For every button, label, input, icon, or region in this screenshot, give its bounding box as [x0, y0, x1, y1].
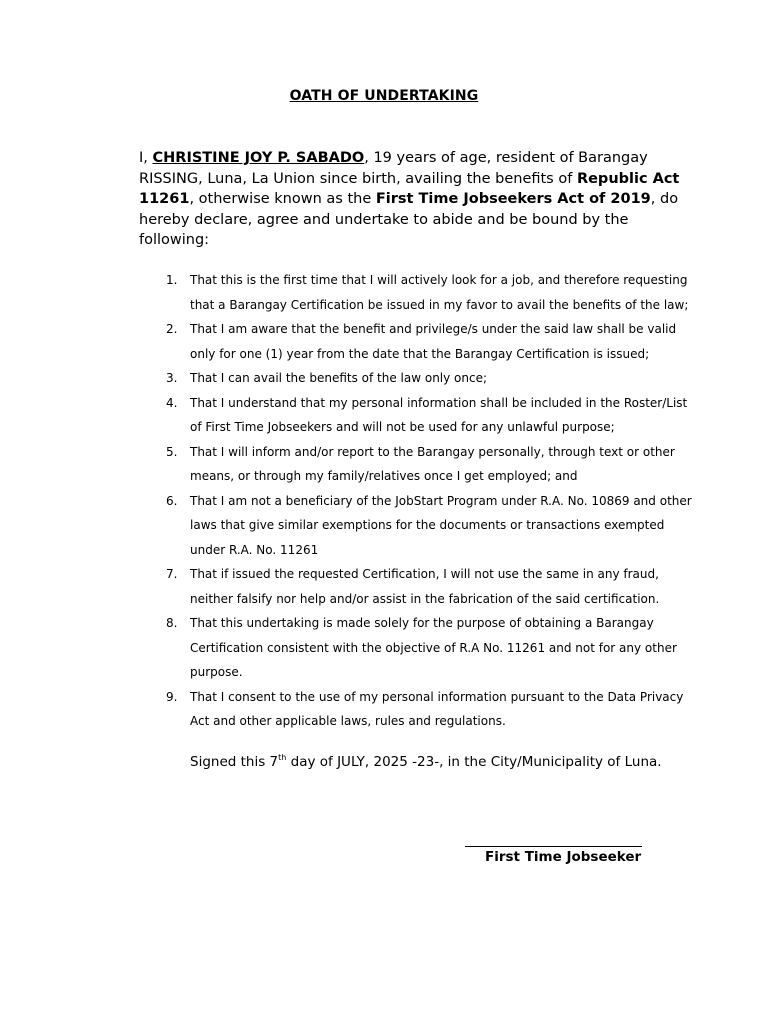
list-item-text: That I understand that my personal information shall be included in the Roster/List of First Time Jobseekers and will not be used for any unlawful purpose;: [190, 395, 688, 434]
list-item: [160, 562, 700, 611]
list-item-number: 3.: [166, 371, 178, 385]
intro-part2: , otherwise known as the: [189, 191, 376, 207]
undertaking-list: [160, 268, 700, 734]
list-item: [160, 391, 700, 440]
signature-label: First Time Jobseeker: [485, 849, 642, 865]
list-item-number: 8.: [166, 616, 178, 630]
list-item-text: That this undertaking is made solely for the purpose of obtaining a Barangay Certification consistent with the objective of R.A No. 11261 and not for any other purpose.: [190, 616, 677, 679]
intro-prefix: I,: [139, 150, 153, 166]
list-item: [160, 317, 700, 366]
list-item-text: That I can avail the benefits of the law only once;: [190, 371, 488, 385]
list-item: [160, 268, 700, 317]
signed-day-suffix: th: [278, 753, 287, 762]
intro-paragraph: [139, 148, 699, 251]
list-item: [160, 685, 700, 734]
republic-act: Republic Act 11261: [139, 170, 680, 207]
list-item-number: 4.: [166, 395, 178, 410]
list-item-number: 7.: [166, 567, 178, 581]
document-title: OATH OF UNDERTAKING: [289, 88, 479, 104]
signed-rest: day of JULY, 2025 -23-, in the City/Municipality of Luna.: [286, 754, 662, 770]
signed-statement: [190, 753, 662, 770]
list-item-number: 5.: [166, 444, 178, 459]
list-item-text: That if issued the requested Certification, I will not use the same in any fraud, neither falsify nor help and/or assist in the fabrication of the said certification.: [190, 567, 660, 606]
list-item-number: 2.: [166, 322, 178, 336]
intro-part1: , 19 years of age, resident of Barangay RISSING, Luna, La Union since birth, availing the benefits of: [139, 150, 648, 187]
list-item: [160, 440, 700, 489]
list-item: [160, 366, 700, 391]
list-item-number: 6.: [166, 493, 178, 508]
list-item-text: That I am not a beneficiary of the JobStart Program under R.A. No. 10869 and other laws that give similar exemptions for the documents or transactions exempted under R.A. No. 11261: [190, 493, 692, 557]
list-item: [160, 489, 700, 563]
list-item-number: 9.: [166, 689, 178, 704]
list-item-number: 1.: [166, 273, 178, 287]
list-item-text: That I will inform and/or report to the Barangay personally, through text or other means, or through my family/relatives once I get employed; and: [190, 444, 675, 483]
intro-part3: , do hereby declare, agree and undertake to abide and be bound by the following:: [139, 191, 679, 248]
act-name: First Time Jobseekers Act of 2019: [375, 191, 651, 207]
list-item-text: That I consent to the use of my personal information pursuant to the Data Privacy Act and other applicable laws, rules and regulations.: [190, 689, 684, 728]
list-item: [160, 611, 700, 685]
signature-line: [465, 846, 642, 847]
jobseeker-name: CHRISTINE JOY P. SABADO: [152, 150, 365, 166]
list-item-text: That this is the first time that I will actively look for a job, and therefore requesting that a Barangay Certification be issued in my favor to avail the benefits of the law;: [190, 273, 689, 312]
signed-prefix: Signed this 7: [190, 754, 279, 770]
list-item-text: That I am aware that the benefit and privilege/s under the said law shall be valid only for one (1) year from the date that the Barangay Certification is issued;: [190, 322, 677, 361]
